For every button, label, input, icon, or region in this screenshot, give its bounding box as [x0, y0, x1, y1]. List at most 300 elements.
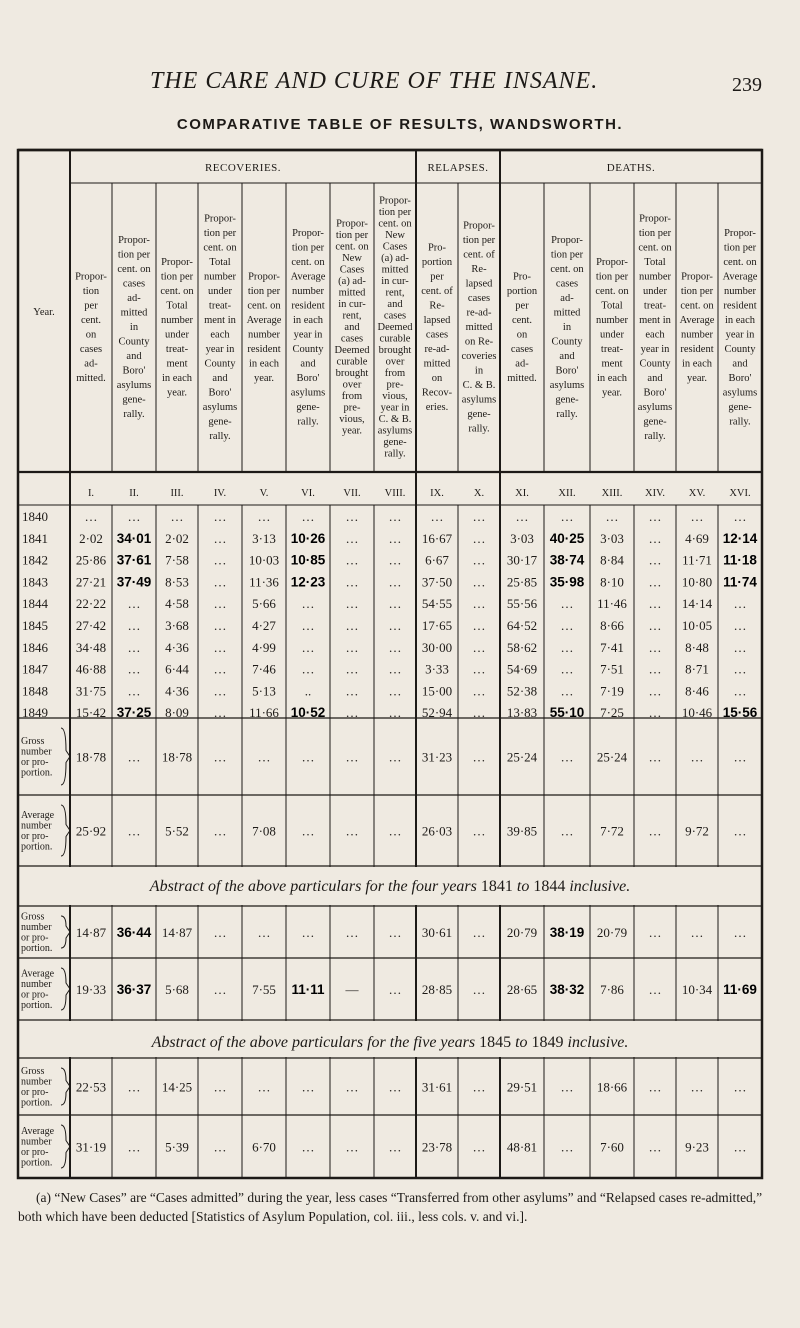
column-header: Propor-tion per cent. on Average number resident in each year. — [679, 271, 715, 384]
table-cell: 29·51 — [506, 1079, 538, 1095]
table-cell: … — [560, 1079, 574, 1095]
table-cell: … — [472, 552, 486, 568]
table-cell: 8·48 — [685, 639, 709, 655]
table-cell: 17·65 — [421, 618, 453, 633]
table-cell: … — [472, 925, 486, 940]
year-label: 1841 — [22, 530, 48, 546]
table-cell: 3·33 — [425, 661, 449, 677]
table-cell: 7·51 — [600, 661, 624, 677]
footnote: (a) “New Cases” are “Cases admitted” during the year, less cases “Transferred from other asylums” and “Relapsed cases re-admitted,” both which have been deducted [Statistics of Asylum Population, col. iii., less cols. v. and vi.]. — [18, 1190, 763, 1224]
table-cell: 8·10 — [600, 574, 624, 590]
table-cell: 18·78 — [161, 749, 193, 765]
table-cell: … — [388, 1079, 402, 1095]
table-cell: 27·42 — [75, 618, 107, 633]
table-cell: 22·53 — [75, 1079, 107, 1095]
table-cell: … — [345, 661, 359, 677]
table-cell: … — [472, 1139, 486, 1155]
table-cell: … — [648, 552, 662, 568]
table-cell: … — [648, 509, 662, 524]
column-header: Propor-tion per cent. on Average number resident in each year in County and Boro' asylums gene-rally. — [290, 227, 326, 428]
table-cell: 35·98 — [549, 574, 585, 590]
table-cell: 31·19 — [75, 1139, 107, 1155]
table-cell: 16·67 — [421, 530, 453, 546]
table-cell: 6·67 — [425, 552, 449, 568]
table-cell: 37·61 — [116, 552, 152, 568]
table-cell: … — [213, 705, 227, 721]
column-numeral: X. — [473, 488, 485, 499]
table-cell: … — [605, 509, 619, 524]
table-cell: 7·25 — [600, 705, 624, 721]
table-cell: … — [345, 683, 359, 699]
table-cell: … — [213, 530, 227, 546]
table-cell: 11·18 — [723, 552, 757, 568]
column-numeral: IX. — [430, 488, 444, 499]
table-cell: 2·02 — [79, 530, 103, 546]
column-numeral: XI. — [515, 488, 529, 499]
table-cell: … — [690, 1079, 704, 1095]
table-cell: 39·85 — [506, 823, 538, 839]
table-cell: 48·81 — [506, 1139, 538, 1155]
table-cell: 37·49 — [116, 574, 152, 590]
table-cell: 9·23 — [685, 1139, 709, 1155]
table-cell: 13·83 — [506, 705, 538, 721]
brace — [61, 1068, 70, 1105]
table-cell: 8·66 — [600, 618, 624, 633]
table-cell: 4·69 — [685, 530, 709, 546]
table-cell: 14·87 — [161, 925, 193, 940]
table-cell: … — [127, 618, 141, 633]
table-cell: … — [560, 823, 574, 839]
row-label: Gross number or pro-portion. — [21, 1065, 53, 1109]
table-cell: 5·39 — [165, 1139, 189, 1155]
column-header: Propor-tion per cent. on Total number under treat-ment in each year in County and Boro' asylums gene-rally. — [202, 213, 238, 442]
table-cell: … — [733, 509, 747, 524]
table-cell: … — [257, 1079, 271, 1095]
table-cell: 7·60 — [600, 1139, 624, 1155]
table-cell: … — [213, 823, 227, 839]
table-cell: 3·03 — [600, 530, 624, 546]
table-cell: 7·19 — [600, 683, 624, 699]
table-cell: 37·50 — [421, 574, 453, 590]
table-cell: … — [213, 509, 227, 524]
table-cell: 25·86 — [75, 552, 107, 568]
table-cell: 12·23 — [290, 574, 326, 590]
table-cell: 25·85 — [506, 574, 538, 590]
table-cell: … — [388, 639, 402, 655]
table-cell: … — [127, 683, 141, 699]
column-numeral: IV. — [213, 488, 227, 499]
table-cell: … — [472, 705, 486, 721]
table-cell: … — [213, 1139, 227, 1155]
table-cell: 30·61 — [421, 925, 453, 940]
table-cell: … — [345, 749, 359, 765]
table-cell: — — [345, 982, 359, 997]
table-cell: … — [345, 639, 359, 655]
group-header: RECOVERIES. — [204, 162, 282, 174]
table-cell: 2·02 — [165, 530, 189, 546]
column-header: Propor-tion per cent. on Total number under treat-ment in each year. — [595, 256, 629, 399]
year-label: 1846 — [22, 639, 48, 655]
table-cell: … — [560, 1139, 574, 1155]
table-cell: … — [345, 509, 359, 524]
table-cell: … — [213, 683, 227, 699]
table-cell: … — [648, 705, 662, 721]
table-cell: … — [213, 1079, 227, 1095]
table-cell: 40·25 — [549, 530, 585, 546]
row-label: Average number or pro-portion. — [21, 968, 55, 1011]
table-title: COMPARATIVE TABLE OF RESULTS, WANDSWORTH. — [176, 116, 624, 133]
column-header: Pro-portion per cent. on cases ad-mitted. — [506, 271, 538, 384]
table-cell: … — [127, 639, 141, 655]
table-cell: 11·11 — [291, 982, 325, 997]
year-label: 1840 — [22, 509, 48, 524]
table-cell: 30·17 — [506, 552, 538, 568]
table-cell: 28·65 — [506, 982, 538, 997]
table-cell: 64·52 — [506, 618, 538, 633]
table-cell: 25·92 — [75, 823, 107, 839]
brace — [61, 728, 70, 785]
table-cell: 4·27 — [252, 618, 276, 633]
table-cell: 11·46 — [597, 596, 627, 612]
table-cell: 8·09 — [165, 705, 189, 721]
table-cell: 15·42 — [75, 705, 107, 721]
column-header: Propor-tion per cent. on Total number under treat-ment in each year. — [160, 256, 194, 399]
table-cell: … — [127, 1079, 141, 1095]
table-cell: 7·46 — [252, 661, 276, 677]
table-cell: … — [388, 705, 402, 721]
table-cell: … — [345, 1079, 359, 1095]
column-numeral: I. — [87, 488, 95, 499]
table-cell: 38·32 — [549, 982, 585, 997]
table-cell: 10·03 — [248, 552, 280, 568]
table-cell: … — [733, 1079, 747, 1095]
table-cell: … — [472, 618, 486, 633]
table-cell: … — [127, 749, 141, 765]
table-cell: 3·13 — [252, 530, 276, 546]
table-cell: … — [560, 683, 574, 699]
table-cell: … — [472, 1079, 486, 1095]
table-cell: 7·08 — [252, 823, 276, 839]
brace — [61, 968, 70, 1010]
column-header: Propor-tion per cent. on Average number resident in each year. — [246, 271, 282, 384]
table-cell: … — [345, 705, 359, 721]
column-numeral: XIII. — [601, 488, 623, 499]
year-header: Year. — [33, 307, 55, 318]
year-label: 1849 — [22, 705, 48, 721]
row-label: Gross number or pro-portion. — [21, 911, 53, 954]
column-header: Propor-tion per cent. on cases ad-mitted. — [75, 271, 107, 384]
table-cell: 7·55 — [252, 982, 276, 997]
table-cell: … — [472, 574, 486, 590]
table-cell: … — [388, 596, 402, 612]
table-cell: … — [301, 749, 315, 765]
table-cell: 14·14 — [681, 596, 713, 612]
table-cell: … — [472, 749, 486, 765]
table-cell: 18·66 — [596, 1079, 628, 1095]
table-cell: 10·34 — [681, 982, 713, 997]
table-cell: 25·24 — [596, 749, 628, 765]
table-cell: 4·36 — [165, 639, 189, 655]
table-cell: 52·94 — [421, 705, 453, 721]
table-cell: 52·38 — [506, 683, 538, 699]
table-cell: … — [388, 1139, 402, 1155]
table-cell: … — [648, 982, 662, 997]
row-label: Gross number or pro-portion. — [21, 735, 53, 779]
table-cell: … — [733, 749, 747, 765]
table-cell: … — [733, 823, 747, 839]
table-cell: … — [648, 683, 662, 699]
table-cell: 19·33 — [75, 982, 107, 997]
column-header: Pro-portion per cent. of Re-lapsed cases re-ad-mitted on Recov-eries. — [421, 242, 453, 413]
table-cell: 8·84 — [600, 552, 624, 568]
table-cell: 10·26 — [290, 530, 326, 546]
abstract-caption: Abstract of the above particulars for the five years 1845 to 1849 inclusive. — [151, 1034, 629, 1051]
table-cell: … — [127, 823, 141, 839]
table-cell: 5·13 — [252, 683, 276, 699]
table-cell: … — [560, 509, 574, 524]
table-cell: … — [127, 661, 141, 677]
table-cell: … — [213, 982, 227, 997]
table-cell: … — [301, 1079, 315, 1095]
table-cell: 10·80 — [681, 574, 713, 590]
column-header: Propor-tion per cent. on Total number under treat-ment in each year in County and Boro' asylums gene-rally. — [637, 213, 673, 442]
table-cell: 7·58 — [165, 552, 189, 568]
table-cell: 58·62 — [506, 639, 538, 655]
table-cell: … — [472, 683, 486, 699]
table-cell: 6·44 — [165, 661, 189, 677]
table-cell: … — [648, 639, 662, 655]
abstract-caption: Abstract of the above particulars for the four years 1841 to 1844 inclusive. — [149, 878, 631, 895]
table-cell: … — [301, 596, 315, 612]
column-numeral: III. — [170, 488, 184, 499]
year-label: 1844 — [22, 596, 48, 612]
table-cell: 14·25 — [161, 1079, 193, 1095]
table-cell: … — [301, 639, 315, 655]
table-cell: … — [472, 596, 486, 612]
table-cell: … — [690, 749, 704, 765]
table-cell: 37·25 — [116, 705, 152, 721]
table-cell: … — [430, 509, 444, 524]
table-cell: 28·85 — [421, 982, 453, 997]
table-cell: 46·88 — [75, 661, 107, 677]
table-cell: … — [345, 925, 359, 940]
table-cell: … — [301, 509, 315, 524]
table-cell: … — [733, 639, 747, 655]
column-header: Propor-tion per cent. of Re-lapsed cases re-ad-mitted on Re-coveries in C. & B. asylums gene-rally. — [461, 220, 497, 435]
table-cell: … — [733, 1139, 747, 1155]
table-cell: … — [301, 618, 315, 633]
table-cell: … — [472, 982, 486, 997]
table-cell: … — [648, 1079, 662, 1095]
table-cell: … — [733, 683, 747, 699]
table-cell: … — [690, 925, 704, 940]
table-cell: … — [213, 618, 227, 633]
table-cell: … — [213, 596, 227, 612]
table-cell: … — [345, 552, 359, 568]
table-cell: … — [257, 509, 271, 524]
table-cell: … — [733, 596, 747, 612]
table-cell: … — [388, 552, 402, 568]
table-cell: 26·03 — [421, 823, 453, 839]
row-label: Average number or pro-portion. — [21, 809, 55, 853]
column-numeral: XII. — [558, 488, 576, 499]
table-cell: 20·79 — [596, 925, 628, 940]
table-cell: 30·00 — [421, 639, 453, 655]
table-cell: 34·01 — [116, 530, 152, 546]
column-numeral: II. — [129, 488, 139, 499]
table-cell: 18·78 — [75, 749, 107, 765]
table-cell: … — [213, 749, 227, 765]
table-cell: … — [301, 1139, 315, 1155]
table-cell: … — [388, 618, 402, 633]
table-cell: 27·21 — [75, 574, 107, 590]
table-cell: 14·87 — [75, 925, 107, 940]
table-cell: 10·85 — [290, 552, 326, 568]
table-cell: 4·58 — [165, 596, 189, 612]
table-cell: … — [560, 639, 574, 655]
table-cell: … — [388, 982, 402, 997]
table-cell: … — [345, 618, 359, 633]
table-cell: 54·55 — [421, 596, 453, 612]
table-cell: … — [213, 639, 227, 655]
table-cell: 10·46 — [681, 705, 713, 721]
table-cell: 36·37 — [116, 982, 152, 997]
table-cell: … — [560, 661, 574, 677]
table-cell: 10·05 — [681, 618, 713, 633]
table-cell: 31·61 — [421, 1079, 453, 1095]
column-numeral: V. — [259, 488, 269, 499]
year-label: 1848 — [22, 683, 48, 699]
table-cell: … — [388, 683, 402, 699]
table-cell: … — [388, 925, 402, 940]
table-cell: 8·46 — [685, 683, 709, 699]
table-cell: … — [648, 1139, 662, 1155]
table-cell: … — [127, 1139, 141, 1155]
table-cell: .. — [304, 683, 312, 699]
table-cell: 15·00 — [421, 683, 453, 699]
table-cell: … — [345, 530, 359, 546]
table-cell: … — [213, 574, 227, 590]
table-cell: … — [733, 925, 747, 940]
page-number: 239 — [732, 74, 762, 96]
row-label: Average number or pro-portion. — [21, 1125, 55, 1169]
table-cell: … — [472, 823, 486, 839]
column-numeral: VII. — [343, 488, 361, 499]
table-cell: 11·66 — [249, 705, 279, 721]
table-cell: … — [345, 1139, 359, 1155]
table-cell: … — [388, 661, 402, 677]
table-cell: … — [648, 661, 662, 677]
table-cell: … — [84, 509, 98, 524]
table-cell: … — [170, 509, 184, 524]
brace — [61, 1125, 70, 1168]
table-cell: 7·41 — [600, 639, 624, 655]
table-cell: … — [690, 509, 704, 524]
table-cell: 5·68 — [165, 982, 189, 997]
table-cell: … — [472, 509, 486, 524]
table-cell: 11·36 — [249, 574, 279, 590]
brace — [61, 916, 70, 948]
table-cell: 36·44 — [116, 925, 152, 940]
column-numeral: VIII. — [384, 488, 406, 499]
table-cell: 25·24 — [506, 749, 538, 765]
table-cell: 11·71 — [682, 552, 712, 568]
table-cell: 9·72 — [685, 823, 709, 839]
table-cell: 23·78 — [421, 1139, 453, 1155]
table-cell: … — [388, 749, 402, 765]
table-cell: 7·86 — [600, 982, 624, 997]
table-cell: … — [733, 618, 747, 633]
table-cell: … — [560, 596, 574, 612]
table-cell: … — [648, 530, 662, 546]
table-cell: … — [648, 925, 662, 940]
table-cell: 54·69 — [506, 661, 538, 677]
table-cell: 5·66 — [252, 596, 276, 612]
table-cell: … — [560, 749, 574, 765]
table-cell: … — [127, 596, 141, 612]
table-cell: 3·03 — [510, 530, 534, 546]
table-cell: 4·99 — [252, 639, 276, 655]
group-header: RELAPSES. — [427, 162, 489, 174]
table-cell: 10·52 — [290, 705, 326, 721]
table-cell: 11·69 — [723, 982, 757, 997]
column-numeral: XV. — [688, 488, 706, 499]
column-header: Propor-tion per cent. on cases ad-mitted in County and Boro' asylums gene-rally. — [116, 235, 152, 420]
table-cell: 38·19 — [549, 925, 585, 940]
table-cell: 8·71 — [685, 661, 709, 677]
table-cell: … — [345, 596, 359, 612]
table-cell: … — [515, 509, 529, 524]
table-cell: … — [257, 749, 271, 765]
table-cell: … — [345, 823, 359, 839]
table-cell: … — [648, 574, 662, 590]
table-cell: … — [472, 661, 486, 677]
table-cell: … — [388, 509, 402, 524]
table-cell: 8·53 — [165, 574, 189, 590]
column-header: Propor-tion per cent. on cases ad-mitted in County and Boro' asylums gene-rally. — [549, 235, 585, 420]
table-cell: … — [472, 639, 486, 655]
table-cell: … — [257, 925, 271, 940]
table-cell: 38·74 — [549, 552, 585, 568]
table-cell: 5·52 — [165, 823, 189, 839]
year-label: 1842 — [22, 552, 48, 568]
table-cell: 4·36 — [165, 683, 189, 699]
table-cell: 55·10 — [549, 705, 585, 721]
table-cell: 15·56 — [722, 705, 758, 721]
table-cell: … — [301, 661, 315, 677]
table-cell: … — [213, 661, 227, 677]
table-cell: 7·72 — [600, 823, 624, 839]
column-header: Propor-tion per cent. on New Cases (a) ad-mitted in cur-rent, and cases Deemed curable brought over from pre-vious, year. — [334, 218, 370, 437]
table-cell: … — [388, 574, 402, 590]
brace — [61, 805, 70, 856]
table-cell: 6·70 — [252, 1139, 276, 1155]
table-cell: … — [733, 661, 747, 677]
year-label: 1847 — [22, 661, 48, 677]
table-cell: 31·75 — [75, 683, 107, 699]
table-cell: 20·79 — [506, 925, 538, 940]
table-cell: … — [648, 823, 662, 839]
table-cell: … — [648, 749, 662, 765]
table-cell: … — [213, 925, 227, 940]
table-cell: 12·14 — [722, 530, 758, 546]
year-label: 1845 — [22, 618, 48, 633]
table-cell: … — [301, 823, 315, 839]
table-cell: … — [560, 618, 574, 633]
column-header: Propor-tion per cent. on Average number resident in each year in County and Boro' asylums gene-rally. — [722, 227, 758, 428]
table-cell: … — [388, 530, 402, 546]
running-title: THE CARE AND CURE OF THE INSANE. — [150, 68, 599, 94]
